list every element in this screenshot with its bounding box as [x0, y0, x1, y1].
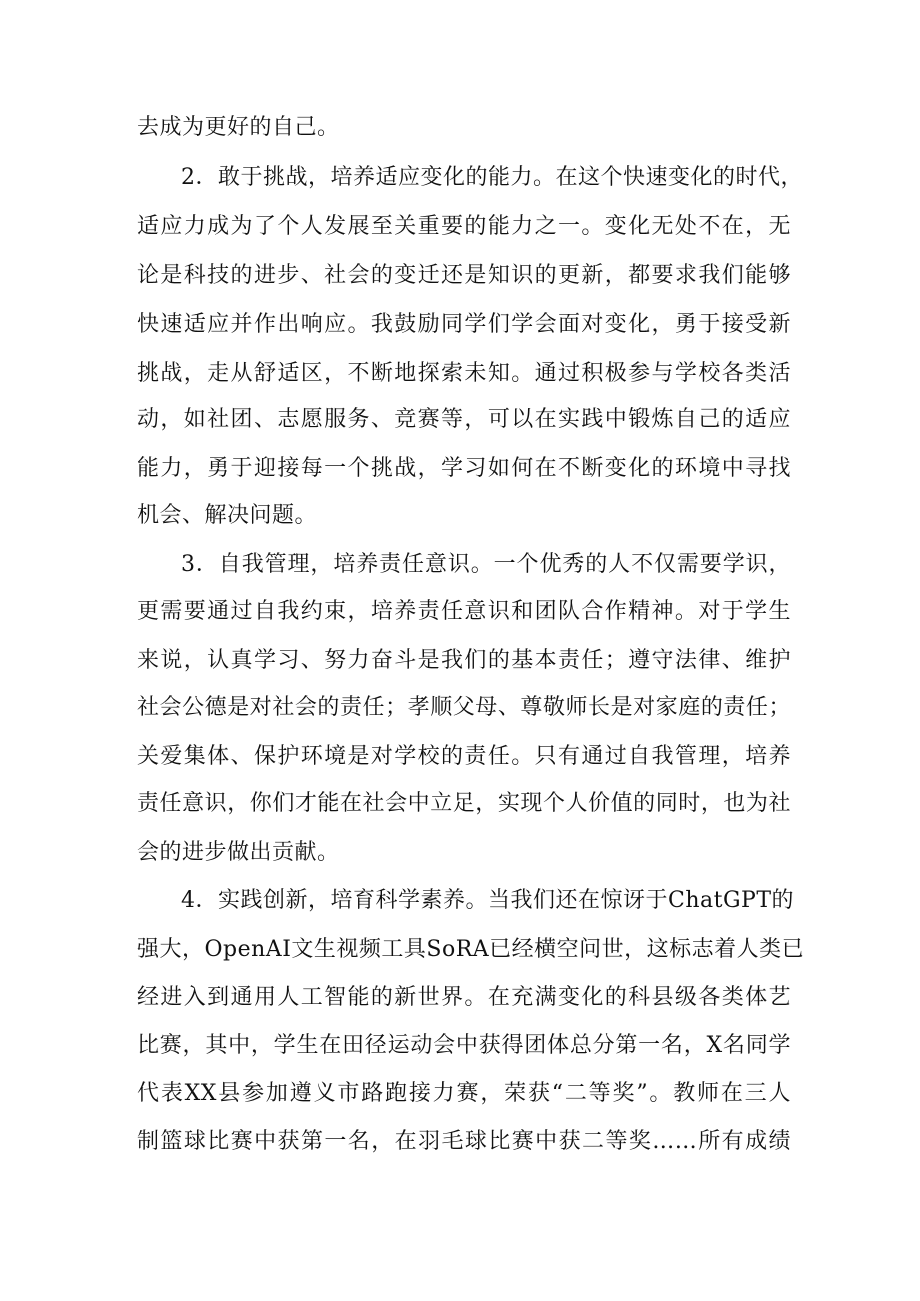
- paragraph-2-line-4: 快速适应并作出响应。我鼓励同学们学会面对变化，勇于接受新: [137, 312, 791, 337]
- paragraph-3-line-3: 来说，认真学习、努力奋斗是我们的基本责任；遵守法律、维护: [137, 648, 791, 673]
- paragraph-3-line-7: 会的进步做出贡献。: [137, 840, 340, 865]
- paragraph-4-line-6: 制篮球比赛中获第一名，在羽毛球比赛中获二等奖……所有成绩: [137, 1129, 791, 1154]
- paragraph-1-line-1: 去成为更好的自己。: [137, 115, 340, 140]
- paragraph-3-line-5: 关爱集体、保护环境是对学校的责任。只有通过自我管理，培养: [137, 744, 791, 769]
- paragraph-3-line-2: 更需要通过自我约束，培养责任意识和团队合作精神。对于学生: [137, 599, 791, 624]
- paragraph-2-line-3: 论是科技的进步、社会的变迁还是知识的更新，都要求我们能够: [137, 263, 791, 288]
- paragraph-2-line-6: 动，如社团、志愿服务、竞赛等，可以在实践中锻炼自己的适应: [137, 407, 791, 432]
- paragraph-3-line-4: 社会公德是对社会的责任；孝顺父母、尊敬师长是对家庭的责任；: [137, 695, 791, 720]
- paragraph-2-line-1: 2．敢于挑战，培养适应变化的能力。在这个快速变化的时代，: [181, 165, 803, 190]
- paragraph-2-line-7: 能力，勇于迎接每一个挑战，学习如何在不断变化的环境中寻找: [137, 456, 791, 481]
- paragraph-3-line-1: 3．自我管理，培养责任意识。一个优秀的人不仅需要学识，: [181, 552, 791, 577]
- paragraph-4-line-2: 强大，OpenAI文生视频工具SoRA已经横空问世，这标志着人类已: [137, 937, 805, 962]
- paragraph-2-line-8: 机会、解决问题。: [137, 503, 318, 528]
- paragraph-2-line-5: 挑战，走从舒适区，不断地探索未知。通过积极参与学校各类活: [137, 361, 791, 386]
- paragraph-4-line-4: 比赛，其中，学生在田径运动会中获得团体总分第一名，X名同学: [137, 1033, 791, 1058]
- paragraph-4-line-3: 经进入到通用人工智能的新世界。在充满变化的科县级各类体艺: [137, 985, 791, 1010]
- paragraph-4-line-1: 4．实践创新，培育科学素养。当我们还在惊讶于ChatGPT的: [181, 888, 795, 913]
- paragraph-2-line-2: 适应力成为了个人发展至关重要的能力之一。变化无处不在，无: [137, 214, 791, 239]
- paragraph-3-line-6: 责任意识，你们才能在社会中立足，实现个人价值的同时，也为社: [137, 791, 791, 816]
- paragraph-4-line-5: 代表XX县参加遵义市路跑接力赛，荣获“二等奖”。教师在三人: [137, 1081, 791, 1106]
